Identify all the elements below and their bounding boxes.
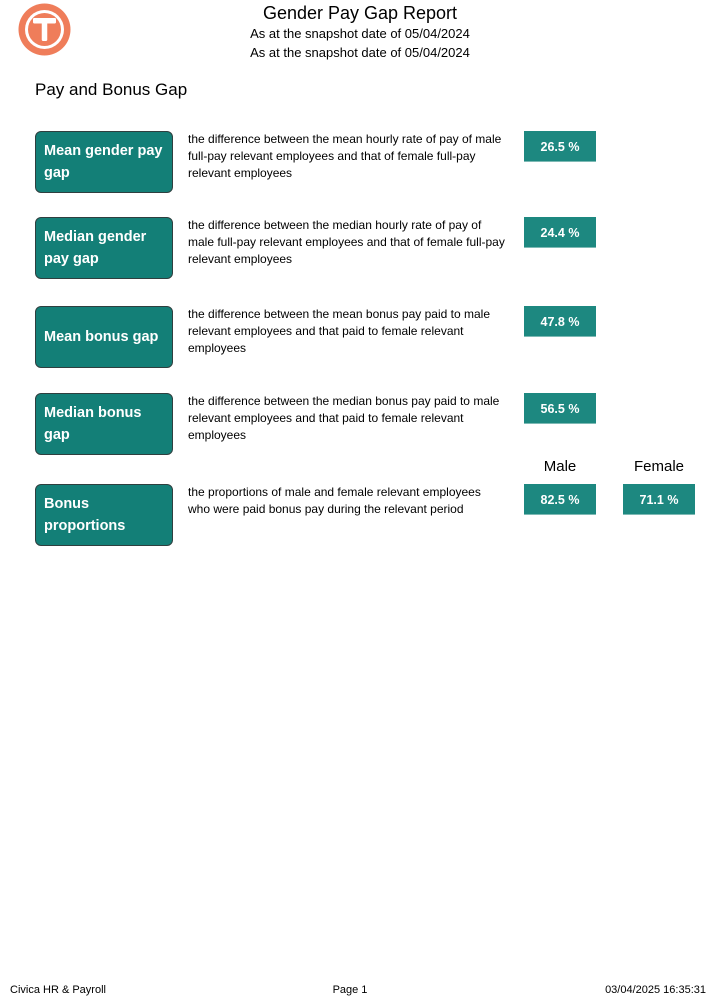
section-title: Pay and Bonus Gap: [35, 80, 188, 99]
metric-description: the difference between the mean bonus pay paid to male relevant employees and that paid to female relevant employees: [188, 307, 490, 355]
metric-value: 47.8 %: [524, 306, 596, 337]
metric-description: the proportions of male and female relevant employees who were paid bonus pay during the relevant period: [188, 485, 481, 516]
male-column-header: Male: [543, 458, 577, 475]
metric-row-bonus-proportions: [0, 484, 717, 576]
metric-row-mean-bonus-gap: [0, 306, 717, 398]
metric-row-median-bonus-gap: [0, 393, 717, 485]
metric-value: 56.5 %: [524, 393, 596, 424]
metric-label: Bonus proportions: [35, 484, 173, 546]
male-bonus-proportion-value: 82.5 %: [524, 484, 596, 515]
female-bonus-proportion-value: 71.1 %: [623, 484, 695, 515]
snapshot-date-line: As at the snapshot date of 05/04/2024: [250, 45, 470, 60]
metric-row-median-gender-pay-gap: [0, 217, 717, 309]
metric-description: the difference between the mean hourly rate of pay of male full-pay relevant employees and that of female full-pay relevant employees: [188, 132, 502, 180]
metric-label: Median bonus gap: [35, 393, 173, 455]
female-column-header: Female: [633, 458, 685, 475]
logo-icon: [16, 1, 73, 58]
company-logo: [16, 1, 73, 58]
footer-page-number: Page 1: [332, 984, 368, 996]
metric-value: 26.5 %: [524, 131, 596, 162]
footer-system-name: Civica HR & Payroll: [10, 984, 106, 996]
metric-label: Median gender pay gap: [35, 217, 173, 279]
metric-label: Mean bonus gap: [35, 306, 173, 368]
metric-description: the difference between the median hourly rate of pay of male full-pay relevant employees and that of female full-pay relevant employees: [188, 218, 505, 266]
metric-row-mean-gender-pay-gap: [0, 131, 717, 223]
report-title: Gender Pay Gap Report: [262, 3, 458, 23]
metric-label: Mean gender pay gap: [35, 131, 173, 193]
footer-timestamp: 03/04/2025 16:35:31: [605, 984, 706, 996]
snapshot-date-line: As at the snapshot date of 05/04/2024: [250, 26, 470, 41]
metric-description: the difference between the median bonus pay paid to male relevant employees and that paid to female relevant employees: [188, 394, 500, 442]
report-header: [160, 2, 560, 62]
metric-value: 24.4 %: [524, 217, 596, 248]
